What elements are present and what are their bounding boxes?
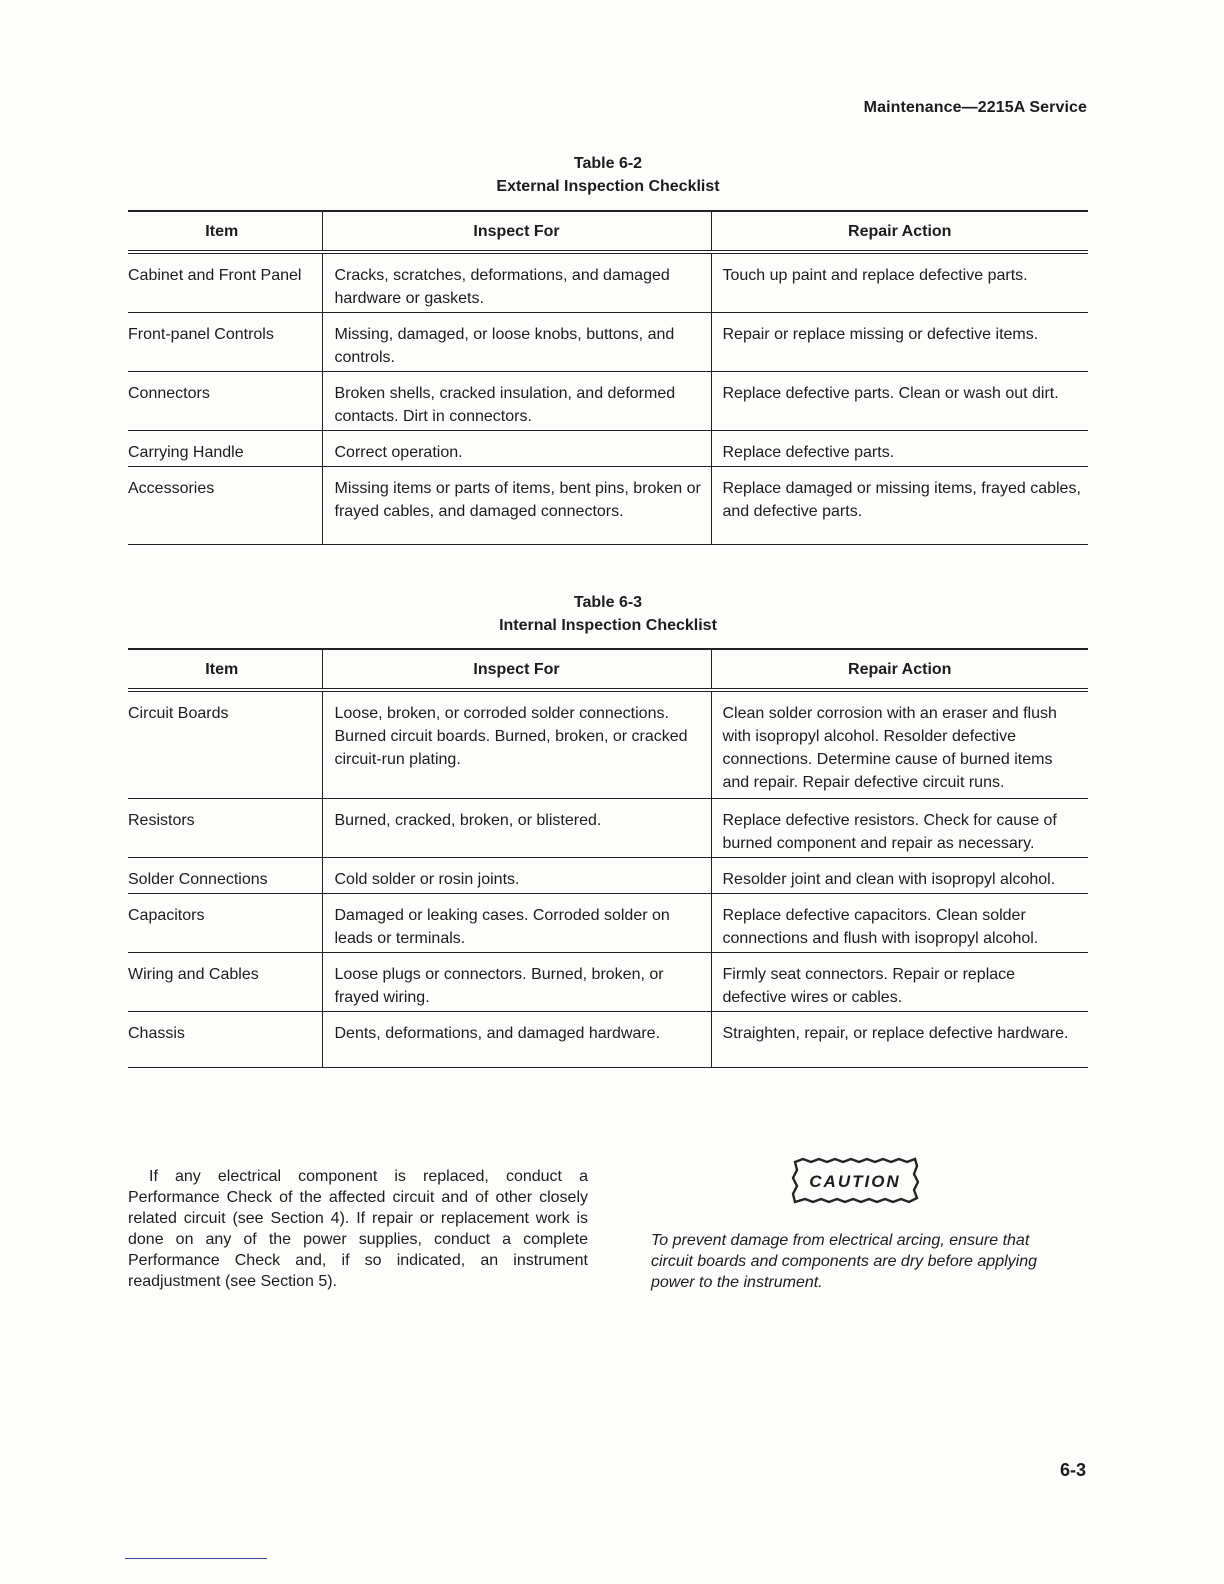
cell-repair-action: Replace defective capacitors. Clean solder connections and flush with isopropyl alcohol. — [711, 893, 1088, 952]
cell-inspect-for: Loose plugs or connectors. Burned, broken, or frayed wiring. — [322, 952, 711, 1011]
running-header: Maintenance—2215A Service — [863, 99, 1087, 116]
column-header-repair-action: Repair Action — [711, 211, 1088, 252]
table-6-3-caption — [128, 591, 1088, 637]
cell-item: Wiring and Cables — [128, 952, 322, 1011]
table-header-row — [128, 211, 1088, 252]
cell-inspect-for: Missing, damaged, or loose knobs, buttons, and controls. — [322, 313, 711, 372]
column-header-item: Item — [128, 649, 322, 690]
cell-inspect-for: Burned, cracked, broken, or blistered. — [322, 798, 711, 857]
cell-inspect-for: Missing items or parts of items, bent pins, broken or frayed cables, and damaged connectors. — [322, 467, 711, 545]
cell-inspect-for: Broken shells, cracked insulation, and deformed contacts. Dirt in connectors. — [322, 372, 711, 431]
table-row — [128, 893, 1088, 952]
cell-item: Accessories — [128, 467, 322, 545]
caution-text: To prevent damage from electrical arcing, ensure that circuit boards and components are dry before applying power to the instrument. — [651, 1232, 1037, 1291]
cell-item: Connectors — [128, 372, 322, 431]
column-header-repair-action: Repair Action — [711, 649, 1088, 690]
table-row — [128, 857, 1088, 893]
cell-repair-action: Firmly seat connectors. Repair or replace defective wires or cables. — [711, 952, 1088, 1011]
cell-item: Cabinet and Front Panel — [128, 252, 322, 313]
table-title: External Inspection Checklist — [496, 178, 720, 195]
table-row — [128, 372, 1088, 431]
table-row — [128, 467, 1088, 545]
table-row — [128, 431, 1088, 467]
cell-repair-action: Clean solder corrosion with an eraser and flush with isopropyl alcohol. Resolder defective connections. Determine cause of burned items and repair. Repair defective circuit runs. — [711, 690, 1088, 798]
cell-inspect-for: Dents, deformations, and damaged hardware. — [322, 1011, 711, 1067]
table-number: Table 6-2 — [573, 155, 643, 172]
cell-item: Solder Connections — [128, 857, 322, 893]
cell-item: Resistors — [128, 798, 322, 857]
replacement-note: If any electrical component is replaced, conduct a Performance Check of the affected circuit and of other closely related circuit (see Section 4). If repair or replacement work is done on any of the power supplies, conduct a complete Performance Check and, if so indicated, an instrument readjustment (see Section 5). — [128, 1168, 588, 1290]
cell-repair-action: Repair or replace missing or defective items. — [711, 313, 1088, 372]
column-header-item: Item — [128, 211, 322, 252]
table-title: Internal Inspection Checklist — [499, 617, 717, 634]
table-row — [128, 798, 1088, 857]
cell-inspect-for: Cold solder or rosin joints. — [322, 857, 711, 893]
cell-repair-action: Touch up paint and replace defective parts. — [711, 252, 1088, 313]
cell-item: Capacitors — [128, 893, 322, 952]
caution-badge — [791, 1156, 919, 1206]
internal-inspection-table — [128, 648, 1088, 1068]
table-number: Table 6-3 — [573, 594, 643, 611]
cell-inspect-for: Correct operation. — [322, 431, 711, 467]
cell-inspect-for: Damaged or leaking cases. Corroded solder on leads or terminals. — [322, 893, 711, 952]
column-header-inspect-for: Inspect For — [322, 211, 711, 252]
cell-item: Front-panel Controls — [128, 313, 322, 372]
table-6-2-caption — [128, 152, 1088, 198]
cell-repair-action: Replace damaged or missing items, frayed cables, and defective parts. — [711, 467, 1088, 545]
cell-repair-action: Replace defective resistors. Check for cause of burned component and repair as necessary. — [711, 798, 1088, 857]
cell-repair-action: Replace defective parts. Clean or wash out dirt. — [711, 372, 1088, 431]
cell-item: Chassis — [128, 1011, 322, 1067]
cell-repair-action: Straighten, repair, or replace defective hardware. — [711, 1011, 1088, 1067]
table-row — [128, 1011, 1088, 1067]
table-row — [128, 252, 1088, 313]
column-header-inspect-for: Inspect For — [322, 649, 711, 690]
cell-inspect-for: Cracks, scratches, deformations, and damaged hardware or gaskets. — [322, 252, 711, 313]
table-header-row — [128, 649, 1088, 690]
cell-inspect-for: Loose, broken, or corroded solder connections. Burned circuit boards. Burned, broken, or cracked circuit-run plating. — [322, 690, 711, 798]
caution-label: CAUTION — [809, 1172, 901, 1191]
table-row — [128, 690, 1088, 798]
cell-repair-action: Replace defective parts. — [711, 431, 1088, 467]
cell-item: Carrying Handle — [128, 431, 322, 467]
table-row — [128, 313, 1088, 372]
cell-item: Circuit Boards — [128, 690, 322, 798]
external-inspection-table — [128, 210, 1088, 545]
page-number: 6-3 — [1059, 1460, 1086, 1480]
table-row — [128, 952, 1088, 1011]
cell-repair-action: Resolder joint and clean with isopropyl alcohol. — [711, 857, 1088, 893]
footer-rule — [125, 1558, 267, 1559]
